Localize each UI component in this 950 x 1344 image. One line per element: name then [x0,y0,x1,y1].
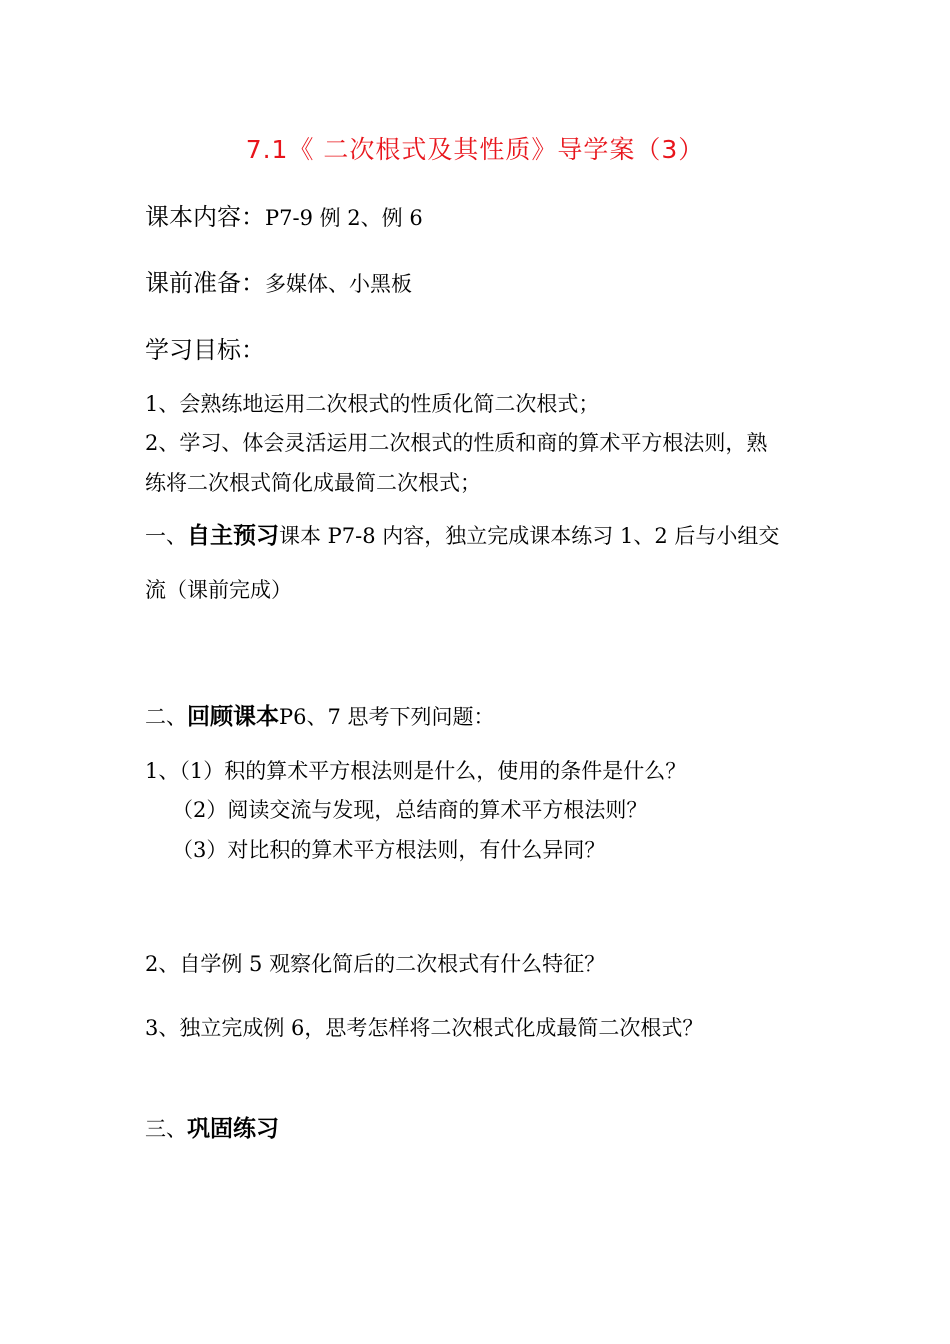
lesson-content-label: 课本内容： [145,203,265,231]
lesson-content-row [145,203,423,232]
section-2-prefix: 二、 [145,705,187,729]
objectives-heading [145,336,265,365]
objective-item-1: 1、会熟练地运用二次根式的性质化简二次根式； [145,392,600,416]
section-1-prefix: 一、 [145,524,187,548]
section-1-row [145,522,779,550]
section-3-row [145,1115,279,1143]
preparation-label: 课前准备： [145,269,265,297]
question-1-c: （3）对比积的算术平方根法则，有什么异同？ [172,838,606,862]
section-1-text: 课本 P7-8 内容，独立完成课本练习 1、2 后与小组交 [279,524,780,548]
preparation-value: 多媒体、小黑板 [265,272,412,296]
section-3-prefix: 三、 [145,1117,187,1141]
section-3-heading: 巩固练习 [187,1116,279,1142]
question-1-a: 1、（1）积的算术平方根法则是什么，使用的条件是什么？ [145,759,687,783]
question-1-b: （2）阅读交流与发现，总结商的算术平方根法则？ [172,798,648,822]
question-3: 3、独立完成例 6，思考怎样将二次根式化成最简二次根式？ [145,1016,704,1040]
section-2-heading: 回顾课本 [187,704,279,730]
document-title: 7.1《 二次根式及其性质》导学案（3） [245,135,705,164]
section-1-text-line-2: 流（课前完成） [145,578,292,602]
objective-item-2-line-1: 2、学习、体会灵活运用二次根式的性质和商的算术平方根法则，熟 [145,431,768,455]
section-1-heading: 自主预习 [187,523,279,549]
preparation-row [145,269,412,298]
objective-item-2-line-2: 练将二次根式简化成最简二次根式； [145,471,481,495]
section-2-row [145,703,495,731]
section-2-text: P6、7 思考下列问题： [279,705,495,729]
question-2: 2、自学例 5 观察化简后的二次根式有什么特征？ [145,952,606,976]
objectives-label: 学习目标： [145,336,265,364]
lesson-content-value: P7-9 例 2、例 6 [265,206,423,230]
